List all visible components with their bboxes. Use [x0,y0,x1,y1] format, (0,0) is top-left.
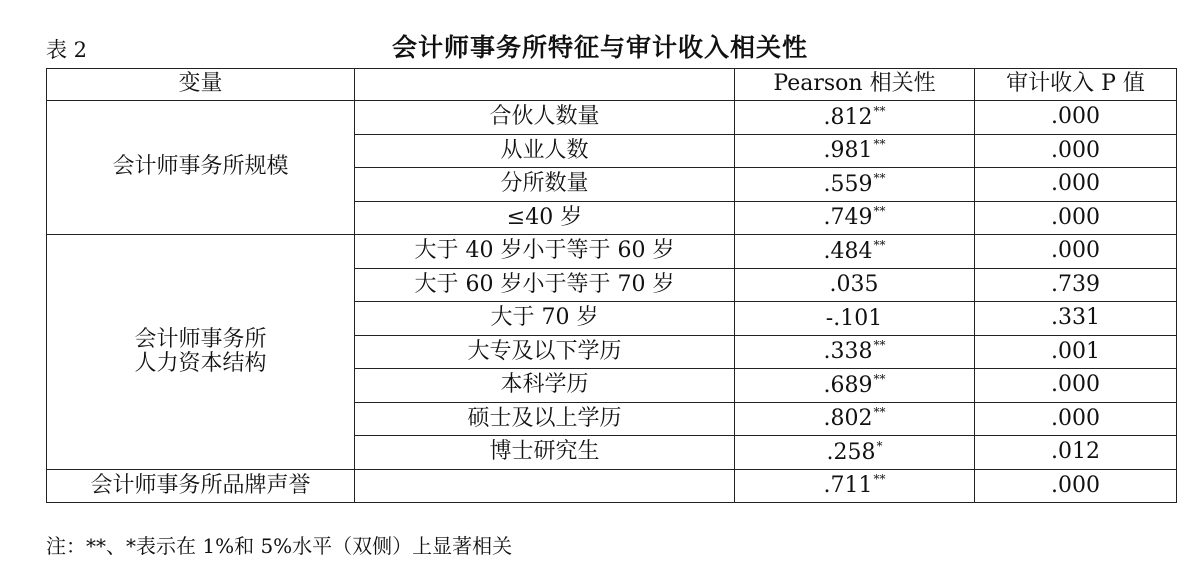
pvalue-cell: .739 [975,268,1177,302]
significance-mark: ** [873,170,886,185]
pearson-value: .035 [829,272,879,298]
pearson-cell [735,101,975,135]
pearson-value: .812 [823,104,873,130]
pvalue-cell: .000 [975,235,1177,269]
item-cell: 博士研究生 [355,436,735,470]
pvalue-cell: .000 [975,101,1177,135]
pearson-value: .749 [823,205,873,231]
significance-mark: * [876,438,883,453]
pearson-value: .258 [826,439,876,465]
significance-mark: ** [873,204,886,219]
pearson-cell [735,436,975,470]
table-row [47,235,1177,269]
pvalue-cell: .000 [975,168,1177,202]
item-cell: 本科学历 [355,369,735,403]
group-label-line: 人力资本结构 [134,350,267,376]
table-title: 会计师事务所特征与审计收入相关性 [391,33,808,62]
pearson-value: .689 [823,372,873,398]
significance-mark: ** [873,371,886,386]
pvalue-cell: .001 [975,335,1177,369]
header-pvalue: 审计收入 P 值 [975,69,1177,101]
significance-mark: ** [873,472,886,487]
pearson-cell [735,201,975,235]
table-row [47,101,1177,135]
pearson-value: .981 [823,138,873,164]
item-cell [355,469,735,503]
group-label-line: 会计师事务所规模 [112,154,289,180]
table-row [47,469,1177,503]
pvalue-cell: .331 [975,302,1177,336]
significance-mark: ** [873,103,886,118]
pearson-value: .559 [823,171,873,197]
group-label-line: 会计师事务所品牌声誉 [90,472,311,498]
pearson-cell [735,168,975,202]
pvalue-cell: .012 [975,436,1177,470]
significance-mark: ** [873,338,886,353]
header-subitem [355,69,735,101]
pearson-cell [735,369,975,403]
item-cell: 大于 60 岁小于等于 70 岁 [355,268,735,302]
pvalue-cell: .000 [975,201,1177,235]
header-pearson: Pearson 相关性 [735,69,975,101]
item-cell: 从业人数 [355,134,735,168]
group-label [47,469,355,503]
group-label [47,101,355,235]
header-variable: 变量 [47,69,355,101]
pvalue-cell: .000 [975,369,1177,403]
pearson-cell [735,469,975,503]
significance-mark: ** [873,405,886,420]
item-cell: ≤40 岁 [355,201,735,235]
item-cell: 合伙人数量 [355,101,735,135]
pearson-cell [735,268,975,302]
item-cell: 大于 70 岁 [355,302,735,336]
pvalue-cell: .000 [975,469,1177,503]
pearson-cell [735,402,975,436]
pearson-value: .484 [823,238,873,264]
pvalue-cell: .000 [975,402,1177,436]
significance-mark: ** [873,137,886,152]
correlation-table [46,68,1177,503]
pearson-cell [735,235,975,269]
pearson-cell [735,134,975,168]
table-note: 注：**、*表示在 1%和 5%水平（双侧）上显著相关 [46,534,513,558]
item-cell: 硕士及以上学历 [355,402,735,436]
pearson-value: .338 [823,339,873,365]
item-cell: 大于 40 岁小于等于 60 岁 [355,235,735,269]
pearson-cell [735,335,975,369]
pearson-cell [735,302,975,336]
group-label [47,235,355,470]
pearson-value: .711 [823,473,873,499]
table-label: 表 2 [46,38,88,62]
item-cell: 分所数量 [355,168,735,202]
significance-mark: ** [873,237,886,252]
item-cell: 大专及以下学历 [355,335,735,369]
pearson-value: -.101 [825,305,883,331]
header-row [47,69,1177,101]
group-label-line: 会计师事务所 [134,326,267,352]
pvalue-cell: .000 [975,134,1177,168]
pearson-value: .802 [823,406,873,432]
